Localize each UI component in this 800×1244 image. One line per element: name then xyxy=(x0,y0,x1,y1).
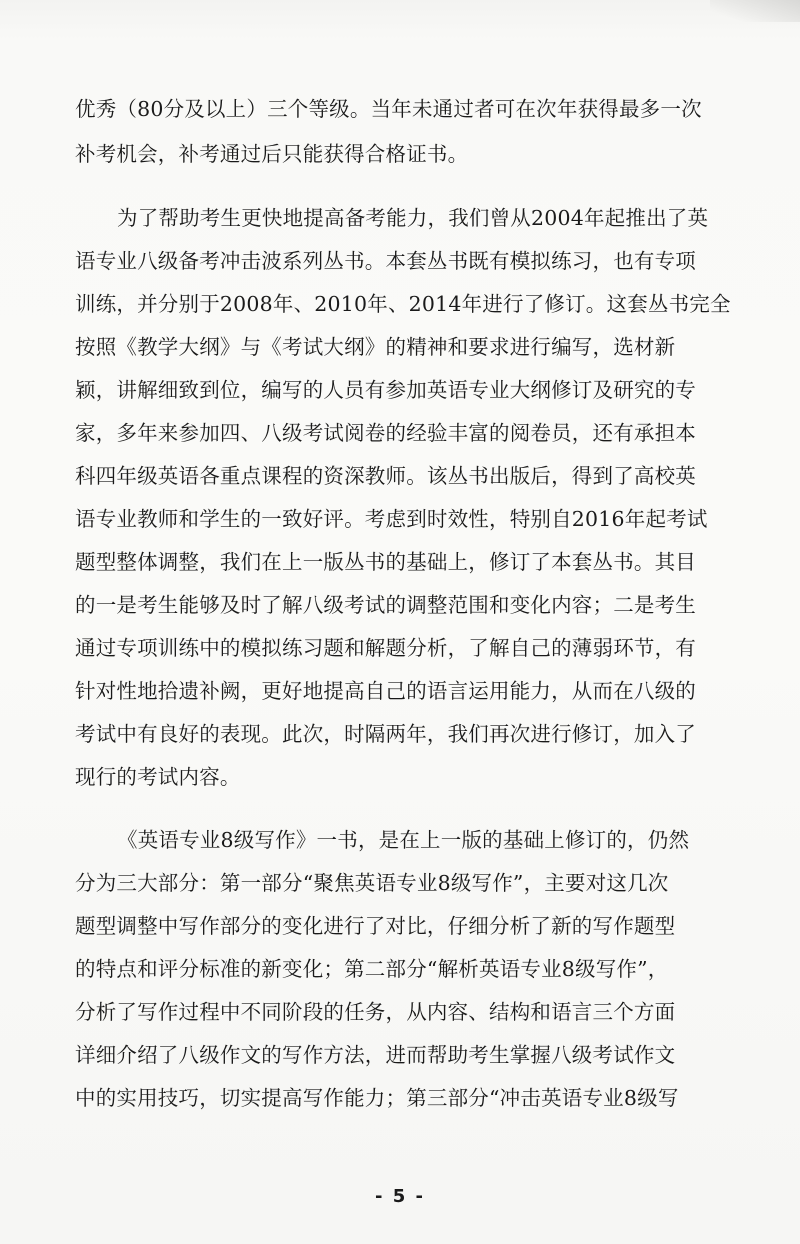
paragraph-2-line-10: 的一是考生能够及时了解八级考试的调整范围和变化内容；二是考生 xyxy=(75,593,696,617)
paragraph-2-line-3: 训练，并分别于2008年、2010年、2014年进行了修订。这套丛书完全 xyxy=(75,292,731,316)
page-corner-shadow xyxy=(710,0,800,22)
page-number: - 5 - xyxy=(375,1186,425,1207)
paragraph-2-line-11: 通过专项训练中的模拟练习题和解题分析，了解自己的薄弱环节，有 xyxy=(75,636,696,660)
paragraph-1-line-2: 补考机会，补考通过后只能获得合格证书。 xyxy=(75,142,469,166)
paragraph-3-line-6: 详细介绍了八级作文的写作方法，进而帮助考生掌握八级考试作文 xyxy=(75,1043,676,1067)
paragraph-2-line-7: 科四年级英语各重点课程的资深教师。该丛书出版后，得到了高校英 xyxy=(75,464,696,488)
paragraph-1-line-1: 优秀（80分及以上）三个等级。当年未通过者可在次年获得最多一次 xyxy=(75,97,702,121)
paragraph-3-line-7: 中的实用技巧，切实提高写作能力；第三部分“冲击英语专业8级写 xyxy=(75,1086,679,1110)
paragraph-3-line-1: 《英语专业8级写作》一书，是在上一版的基础上修订的，仍然 xyxy=(117,828,690,852)
paragraph-2-line-6: 家，多年来参加四、八级考试阅卷的经验丰富的阅卷员，还有承担本 xyxy=(75,421,696,445)
paragraph-2-line-2: 语专业八级备考冲击波系列丛书。本套丛书既有模拟练习，也有专项 xyxy=(75,249,696,273)
paragraph-3-line-5: 分析了写作过程中不同阶段的任务，从内容、结构和语言三个方面 xyxy=(75,1000,676,1024)
paragraph-2-line-4: 按照《教学大纲》与《考试大纲》的精神和要求进行编写，选材新 xyxy=(75,335,676,359)
paragraph-3-line-2: 分为三大部分：第一部分“聚焦英语专业8级写作”，主要对这几次 xyxy=(75,871,669,895)
paragraph-2-line-13: 考试中有良好的表现。此次，时隔两年，我们再次进行修订，加入了 xyxy=(75,722,696,746)
paragraph-2-line-8: 语专业教师和学生的一致好评。考虑到时效性，特别自2016年起考试 xyxy=(75,507,708,531)
paragraph-3-line-4: 的特点和评分标准的新变化；第二部分“解析英语专业8级写作”， xyxy=(75,957,669,981)
paragraph-2-line-14: 现行的考试内容。 xyxy=(75,765,241,789)
paragraph-2-line-9: 题型整体调整，我们在上一版丛书的基础上，修订了本套丛书。其目 xyxy=(75,550,696,574)
paragraph-2-line-12: 针对性地拾遗补阙，更好地提高自己的语言运用能力，从而在八级的 xyxy=(75,679,696,703)
paragraph-3-line-3: 题型调整中写作部分的变化进行了对比，仔细分析了新的写作题型 xyxy=(75,914,676,938)
paragraph-2-line-5: 颖，讲解细致到位，编写的人员有参加英语专业大纲修订及研究的专 xyxy=(75,378,696,402)
paragraph-2-line-1: 为了帮助考生更快地提高备考能力，我们曾从2004年起推出了英 xyxy=(117,206,709,230)
